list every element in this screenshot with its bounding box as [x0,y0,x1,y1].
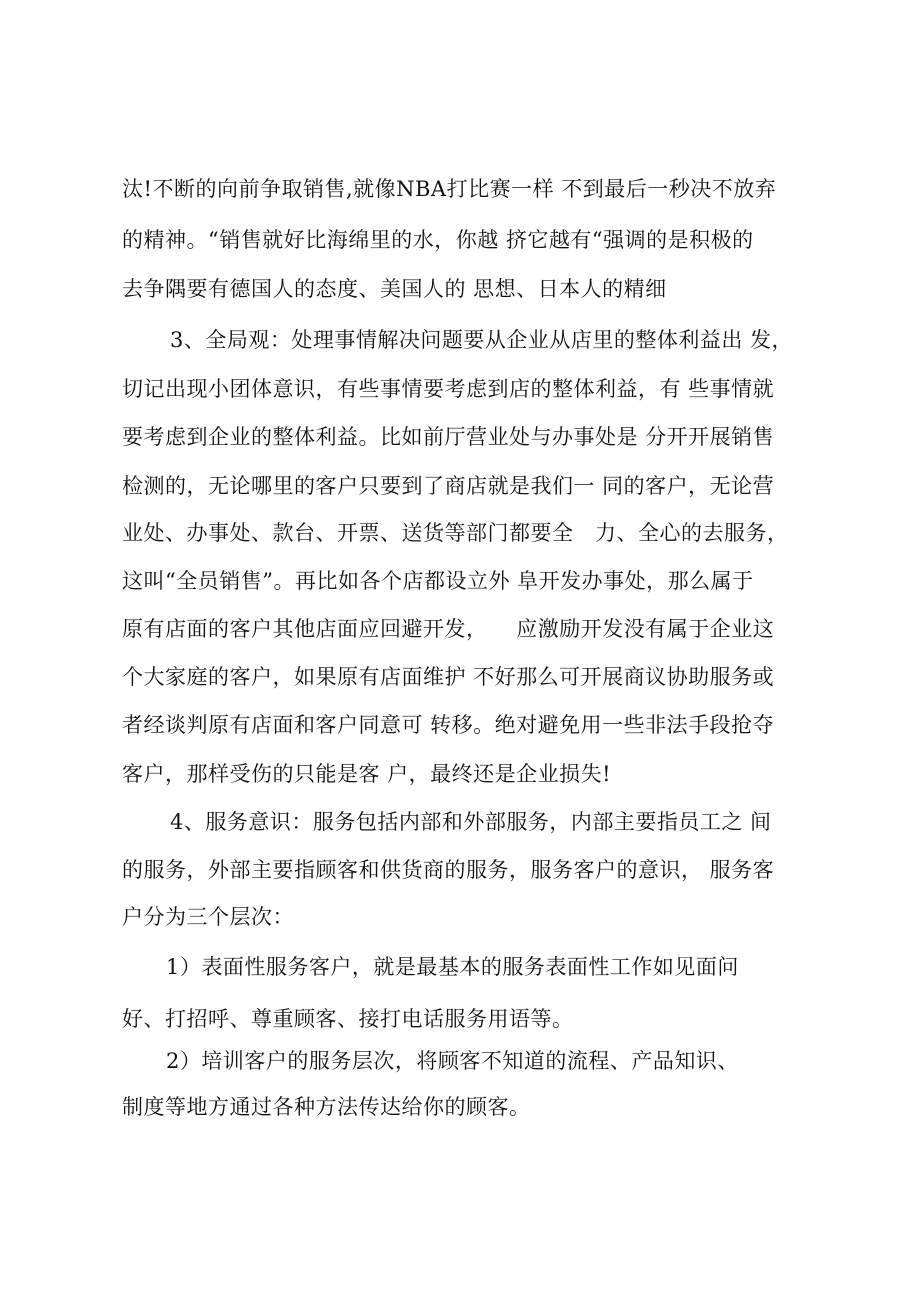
text-line: 检测的，无论哪里的客户只要到了商店就是我们一 同的客户，无论营 [122,474,775,498]
text-line: 户分为三个层次： [122,905,294,929]
text-line: 的精神。“销售就好比海绵里的水，你越 挤它越有“强调的是积极的 [122,228,754,252]
text-line: 制度等地方通过各种方法传达给你的顾客。 [122,1095,531,1119]
text-line: 好、打招呼、尊重顾客、接打电话服务用语等。 [122,1007,574,1031]
text-line: 业处、办事处、款台、开票、送货等部门都要全 力、全心的去服务， [122,521,789,545]
text-line: 去争隅要有德国人的态度、美国人的 思想、日本人的精细 [122,277,667,301]
text-line: 个大家庭的客户，如果原有店面维护 不好那么可开展商议协助服务或 [122,665,775,689]
text-line: 者经谈判原有店面和客户同意可 转移。绝对避免用一些非法手段抢夺 [122,713,775,737]
text-line: 切记出现小团体意识，有些事情要考虑到店的整体利益，有 些事情就 [122,377,775,401]
text-line: 客户，那样受伤的只能是客 户，最终还是企业损失! [122,762,612,786]
text-line: 3、全局观：处理事情解决问题要从企业从店里的整体利益出 发， [170,328,794,352]
text-line: 这叫“全员销售”。再比如各个店都设立外 阜开发办事处，那么属于 [122,569,754,593]
text-line: 汰!不断的向前争取销售,就像NBA打比赛一样 不到最后一秒决不放弃 [122,177,777,201]
text-line: 要考虑到企业的整体利益。比如前厅营业处与办事处是 分开开展销售 [122,425,775,449]
text-line: 原有店面的客户其他店面应回避开发， 应激励开发没有属于企业这 [122,617,775,641]
text-line: 4、服务意识：服务包括内部和外部服务，内部主要指员工之 间 [170,810,772,834]
text-line: 1）表面性服务客户，就是最基本的服务表面性工作如见面问 [166,955,739,979]
text-line: 的服务，外部主要指顾客和供货商的服务，服务客户的意识， 服务客 [122,858,775,882]
text-line: 2）培训客户的服务层次，将顾客不知道的流程、产品知识、 [166,1049,739,1073]
